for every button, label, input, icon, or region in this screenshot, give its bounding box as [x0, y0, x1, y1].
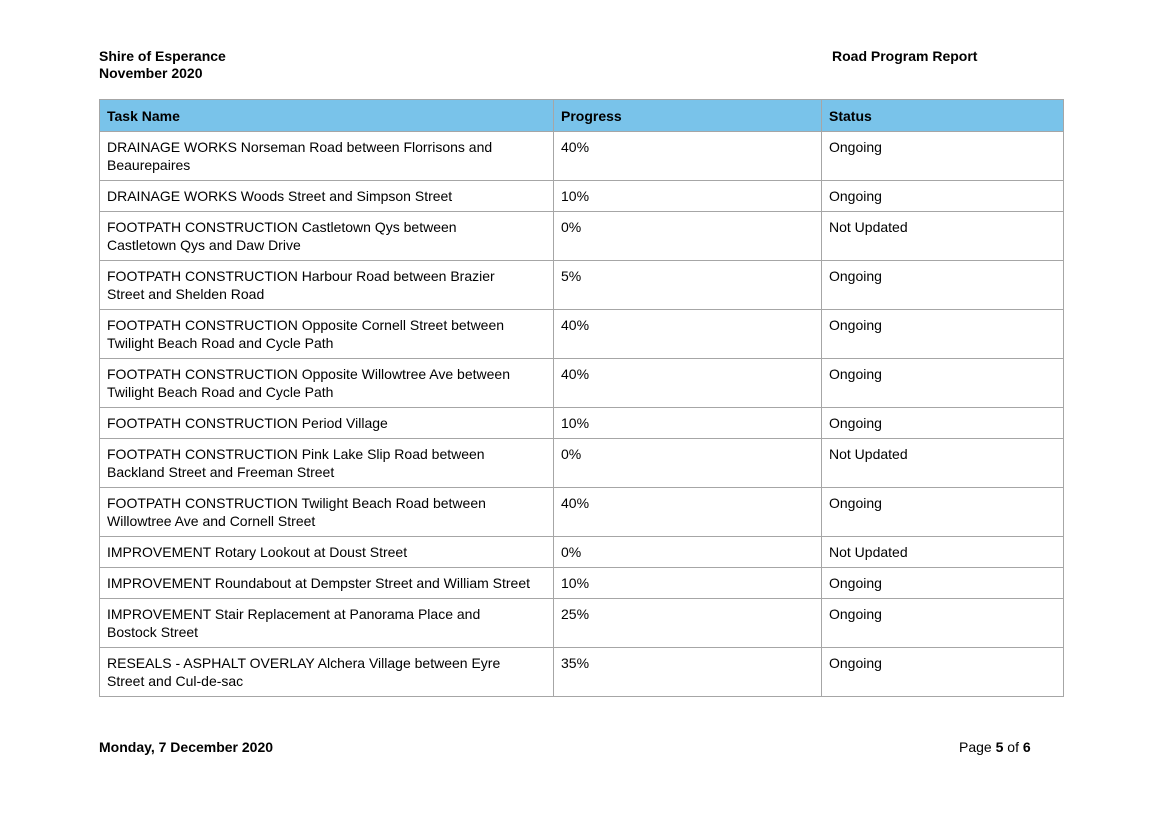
report-title: Road Program Report	[832, 48, 978, 64]
task-name-cell: DRAINAGE WORKS Woods Street and Simpson Street	[100, 181, 554, 212]
table-row	[100, 599, 1064, 648]
report-period: November 2020	[99, 65, 203, 81]
table-row	[100, 181, 1064, 212]
progress-cell: 35%	[554, 648, 822, 697]
column-header-task-name: Task Name	[100, 100, 554, 132]
table-row	[100, 212, 1064, 261]
status-cell: Not Updated	[822, 212, 1064, 261]
status-cell: Ongoing	[822, 359, 1064, 408]
progress-cell: 25%	[554, 599, 822, 648]
table-row	[100, 359, 1064, 408]
task-name-cell: FOOTPATH CONSTRUCTION Opposite Willowtree Ave between Twilight Beach Road and Cycle Path	[100, 359, 554, 408]
task-name-cell: IMPROVEMENT Stair Replacement at Panorama Place and Bostock Street	[100, 599, 554, 648]
page-number	[959, 739, 1031, 756]
status-cell: Ongoing	[822, 181, 1064, 212]
table-row	[100, 488, 1064, 537]
task-name-cell: RESEALS - ASPHALT OVERLAY Alchera Village between Eyre Street and Cul-de-sac	[100, 648, 554, 697]
road-program-table	[99, 99, 1064, 697]
progress-cell: 40%	[554, 310, 822, 359]
table-row	[100, 648, 1064, 697]
status-cell: Ongoing	[822, 310, 1064, 359]
table-row	[100, 537, 1064, 568]
progress-cell: 40%	[554, 132, 822, 181]
task-name-cell: FOOTPATH CONSTRUCTION Twilight Beach Road between Willowtree Ave and Cornell Street	[100, 488, 554, 537]
page-current: 5	[995, 739, 1004, 755]
progress-cell: 0%	[554, 537, 822, 568]
task-name-cell: FOOTPATH CONSTRUCTION Castletown Qys between Castletown Qys and Daw Drive	[100, 212, 554, 261]
progress-cell: 0%	[554, 212, 822, 261]
progress-cell: 10%	[554, 181, 822, 212]
column-header-status: Status	[822, 100, 1064, 132]
table-row	[100, 261, 1064, 310]
progress-cell: 40%	[554, 488, 822, 537]
page-total: 6	[1022, 739, 1031, 755]
task-name-cell: FOOTPATH CONSTRUCTION Period Village	[100, 408, 554, 439]
status-cell: Ongoing	[822, 648, 1064, 697]
table-row	[100, 310, 1064, 359]
task-name-cell: FOOTPATH CONSTRUCTION Opposite Cornell Street between Twilight Beach Road and Cycle Path	[100, 310, 554, 359]
table-row	[100, 439, 1064, 488]
status-cell: Not Updated	[822, 537, 1064, 568]
page-mid: of	[1003, 739, 1023, 755]
task-name-cell: IMPROVEMENT Rotary Lookout at Doust Street	[100, 537, 554, 568]
task-name-cell: FOOTPATH CONSTRUCTION Harbour Road between Brazier Street and Shelden Road	[100, 261, 554, 310]
progress-cell: 10%	[554, 568, 822, 599]
status-cell: Ongoing	[822, 408, 1064, 439]
status-cell: Ongoing	[822, 568, 1064, 599]
progress-cell: 40%	[554, 359, 822, 408]
table-header-row	[100, 100, 1064, 132]
status-cell: Ongoing	[822, 488, 1064, 537]
organization-name: Shire of Esperance	[99, 48, 226, 64]
column-header-progress: Progress	[554, 100, 822, 132]
progress-cell: 5%	[554, 261, 822, 310]
status-cell: Ongoing	[822, 132, 1064, 181]
footer-date: Monday, 7 December 2020	[99, 739, 274, 755]
table-row	[100, 132, 1064, 181]
report-header-left	[99, 48, 226, 82]
table-row	[100, 568, 1064, 599]
status-cell: Ongoing	[822, 599, 1064, 648]
task-name-cell: FOOTPATH CONSTRUCTION Pink Lake Slip Road between Backland Street and Freeman Street	[100, 439, 554, 488]
progress-cell: 0%	[554, 439, 822, 488]
status-cell: Not Updated	[822, 439, 1064, 488]
status-cell: Ongoing	[822, 261, 1064, 310]
task-name-cell: DRAINAGE WORKS Norseman Road between Florrisons and Beaurepaires	[100, 132, 554, 181]
table-row	[100, 408, 1064, 439]
task-name-cell: IMPROVEMENT Roundabout at Dempster Street and William Street	[100, 568, 554, 599]
table-body	[100, 132, 1064, 697]
page-prefix: Page	[959, 739, 996, 755]
progress-cell: 10%	[554, 408, 822, 439]
